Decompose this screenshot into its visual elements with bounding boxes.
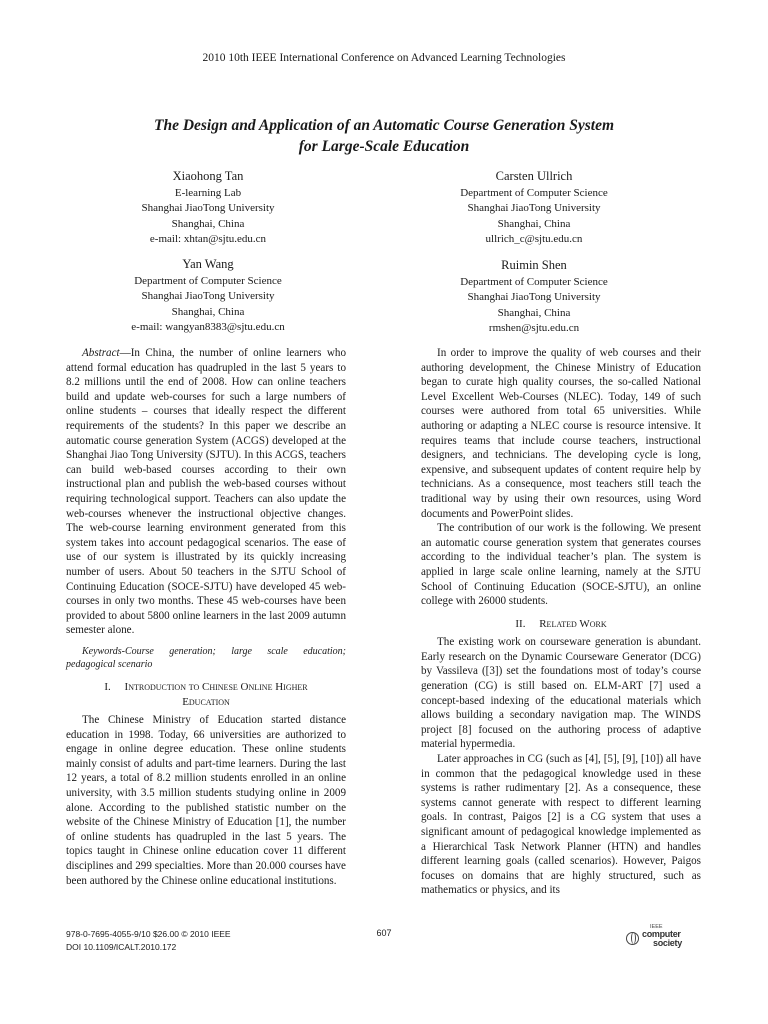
title-line-2: for Large-Scale Education bbox=[298, 138, 470, 155]
author-block-shen bbox=[404, 257, 664, 337]
abstract-dash: — bbox=[119, 347, 131, 359]
logo-line-1: computer bbox=[642, 929, 681, 939]
author-email: e-mail: xhtan@sjtu.edu.cn bbox=[149, 233, 267, 246]
abstract-text: In China, the number of online learners who attend formal education has quadrupled in the last 5 years to 8.2 millions until the end of 2008. How can online teachers build and update web-courses for such a large numbers of online students – courses that ideally respect the different requirements of the students? In this paper we describe an automatic course generation System (ACGS) developed at the Shanghai Jiao Tong University (SJTU). In this ACGS, teachers can build web-based courses according to their own instructional plan and publish the web-based courses without requiring technological support. Teachers can also update the web-courses whenever the instructional objective changes. The web-course learning environment generated from this system takes into account pedagogical scenarios. The ease of use of our system is illustrated by its quickly increasing number of users. About 50 teachers in the SJTU School of Continuing Education (SOCE-SJTU) have developed 45 web-courses in only two months. These 45 web-courses have been provided to about 5800 online learners in the last 2009 autumn semester alone. bbox=[66, 347, 346, 637]
page-number: 607 bbox=[376, 928, 392, 938]
section-title-line-1: Introduction to Chinese Online Higher bbox=[124, 681, 308, 694]
author-affiliation: E-learning Lab bbox=[174, 187, 242, 199]
section-number: II. bbox=[515, 617, 526, 630]
logo-wordmark bbox=[642, 930, 682, 947]
section-number: I. bbox=[104, 681, 111, 694]
paragraph: The Chinese Ministry of Education started distance education in 1998. Today, 66 universities are authorized to engage in online degree education. These online students mainly consist of adults and part-time learners. During the last 12 years, a total of 8.2 million students enrolled in an online university, with 3.5 million students studying online in 2009 alone. According to the published statistic number on the website of the Chinese Ministry of Education [1], the number of online students has quadrupled in the last 5 years. The topics taught in Chinese online education cover 11 different disciplines and 299 specialties. More than 20.000 courses have been authored by the Chinese online educational institutions. bbox=[66, 714, 346, 887]
paragraph: The contribution of our work is the following. We present an automatic course generation system that generates courses according to the individual teacher’s plan. The system is applied in large scale online learning, namely at the SJTU School of Continuing Education (SOCE-SJTU), an online college with 26000 students. bbox=[421, 522, 701, 608]
author-block-tan bbox=[78, 168, 338, 248]
author-email: e-mail: wangyan8383@sjtu.edu.cn bbox=[131, 321, 285, 334]
abstract-label: Abstract bbox=[82, 347, 120, 359]
title-line-1: The Design and Application of an Automatic Course Generation System bbox=[153, 117, 615, 134]
author-email: rmshen@sjtu.edu.cn bbox=[488, 322, 580, 335]
section-heading-2 bbox=[421, 617, 701, 632]
doi-line: DOI 10.1109/ICALT.2010.172 bbox=[66, 941, 177, 952]
logo-line-2: society bbox=[653, 937, 682, 948]
author-location: Shanghai, China bbox=[497, 217, 571, 230]
computer-society-logo bbox=[626, 924, 698, 950]
author-affiliation: Department of Computer Science bbox=[134, 275, 282, 287]
paragraph: Later approaches in CG (such as [4], [5], [9], [10]) all have in common that the pedagogical knowledge used in these systems is rather rudimentary [2]. As a consequence, these systems cannot generate with respect to different learning goals. In contrast, Paigos [2] is a CG system that uses a significant amount of pedagogical knowledge implemented as a Hierarchical Task Network Planner (HTN) and handles different learning goals (called scenarios). However, Paigos focuses on domains that are highly structured, such as mathematics or physics, and its bbox=[421, 752, 701, 897]
author-location: Shanghai, China bbox=[171, 217, 245, 230]
author-location: Shanghai, China bbox=[171, 305, 245, 318]
author-university: Shanghai JiaoTong University bbox=[467, 291, 601, 304]
author-name: Ruimin Shen bbox=[501, 258, 567, 272]
author-affiliation: Department of Computer Science bbox=[460, 187, 608, 199]
author-location: Shanghai, China bbox=[497, 306, 571, 319]
section-title-line-2: Education bbox=[182, 695, 230, 708]
author-email: ullrich_c@sjtu.edu.cn bbox=[485, 233, 583, 246]
author-university: Shanghai JiaoTong University bbox=[141, 202, 275, 215]
author-block-ullrich bbox=[404, 168, 664, 248]
section-heading-1 bbox=[66, 680, 346, 709]
author-university: Shanghai JiaoTong University bbox=[467, 202, 601, 215]
paper-title bbox=[60, 115, 708, 157]
author-name: Yan Wang bbox=[182, 257, 234, 271]
author-name: Carsten Ullrich bbox=[495, 169, 573, 183]
isbn-line: 978-0-7695-4055-9/10 $26.00 © 2010 IEEE bbox=[66, 929, 231, 939]
globe-icon bbox=[626, 932, 639, 945]
section-title: Related Work bbox=[539, 617, 607, 630]
abstract bbox=[66, 346, 346, 638]
author-name: Xiaohong Tan bbox=[172, 169, 244, 183]
paragraph: The existing work on courseware generation is abundant. Early research on the Dynamic Courseware Generator (DCG) by Vassileva ([3]) set the foundations most of today’s course generation (CG) is still based on. ELM-ART [7] used a concept-based indexing of the educational materials which allows building a secondary navigation map. The WINDS project [8] focused on the authoring process of adaptive material hypermedia. bbox=[421, 636, 701, 751]
paragraph: In order to improve the quality of web courses and their authoring development, the Chinese Ministry of Education began to curate high quality courses, the so-called National Level Excellent Web-Courses (NLEC). Today, 149 of such courses were authored from total 65 universities. While authoring or adapting a NLEC course is resource intensive. It requires teams that include course teachers, instructional designers, and technicians. The developing cycle is long, expensive, and subsequent updates of content require help by technicians. As a consequence, most teachers still teach the traditional way by using their own resources, using Word documents and PowerPoint slides. bbox=[421, 347, 701, 520]
right-column bbox=[421, 346, 701, 898]
author-university: Shanghai JiaoTong University bbox=[141, 290, 275, 303]
keywords: Keywords-Course generation; large scale education; pedagogical scenario bbox=[66, 645, 346, 671]
author-affiliation: Department of Computer Science bbox=[460, 276, 608, 288]
logo-ieee-text: IEEE bbox=[650, 924, 663, 930]
conference-header: 2010 10th IEEE International Conference on Advanced Learning Technologies bbox=[202, 52, 566, 64]
author-block-wang bbox=[78, 256, 338, 336]
left-column bbox=[66, 346, 346, 888]
